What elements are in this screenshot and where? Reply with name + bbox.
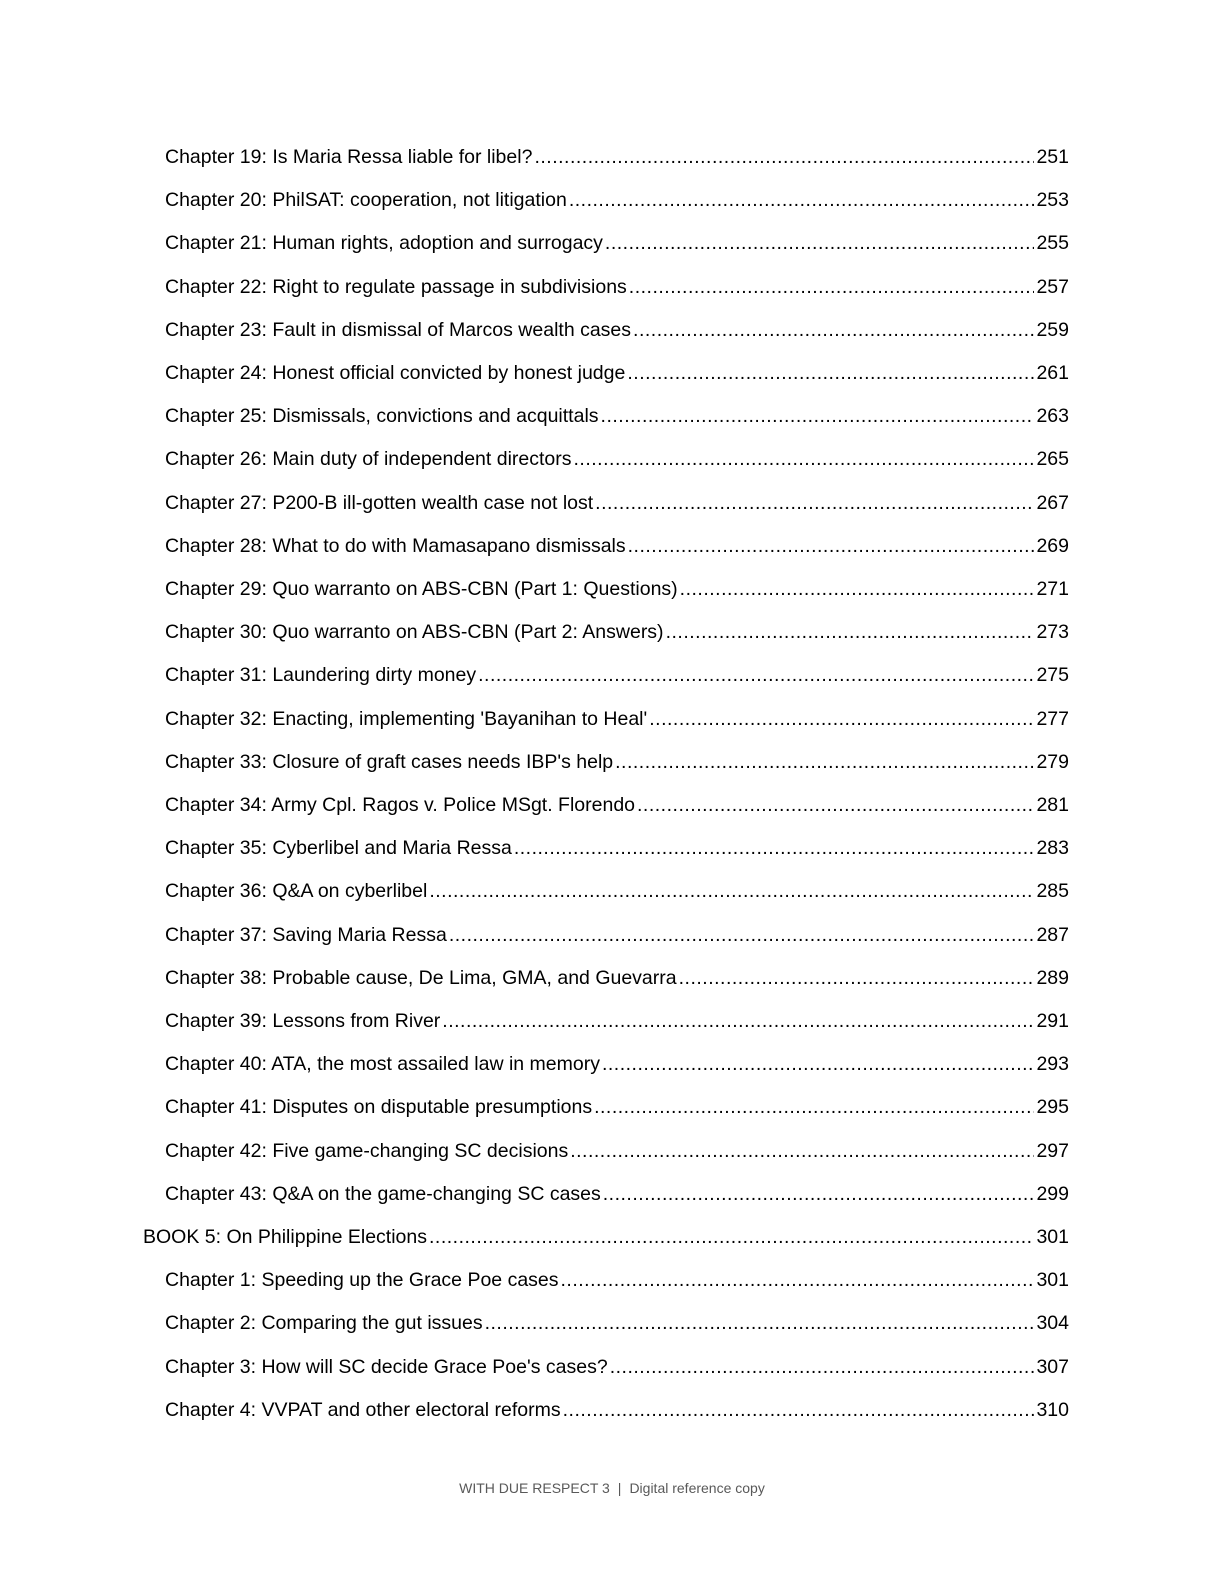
toc-entry-page-number: 285 [1036,880,1069,903]
toc-entry-title: Chapter 35: Cyberlibel and Maria Ressa [165,837,512,860]
toc-entry-title: Chapter 3: How will SC decide Grace Poe's cases? [165,1355,608,1378]
toc-entry-page-number: 267 [1036,491,1069,514]
toc-dot-leader [637,791,1034,819]
toc-entry-page-number: 301 [1036,1226,1069,1248]
toc-dot-leader [603,1180,1035,1208]
toc-chapter-entry[interactable] [165,1093,1069,1121]
toc-entry-title: Chapter 28: What to do with Mamasapano dismissals [165,534,626,557]
toc-dot-leader [563,1396,1035,1424]
toc-chapter-entry[interactable] [165,143,1069,171]
toc-entry-title: Chapter 40: ATA, the most assailed law in memory [165,1053,600,1076]
toc-dot-leader [666,618,1035,646]
footer-separator: | [617,1480,622,1496]
toc-entry-title: Chapter 32: Enacting, implementing 'Bayanihan to Heal' [165,707,648,730]
toc-dot-leader [442,1007,1034,1035]
toc-chapter-entry[interactable] [165,445,1069,473]
toc-entry-page-number: 253 [1036,189,1069,212]
toc-entry-title: Chapter 4: VVPAT and other electoral reforms [165,1398,561,1421]
toc-chapter-entry[interactable] [165,1396,1069,1424]
toc-entry-title: Chapter 42: Five game-changing SC decisions [165,1139,569,1162]
toc-chapter-entry[interactable] [165,1137,1069,1165]
toc-chapter-entry[interactable] [165,402,1069,430]
toc-entry-page-number: 301 [1036,1269,1069,1292]
toc-entry-title: Chapter 22: Right to regulate passage in subdivisions [165,275,627,298]
toc-entry-title: Chapter 30: Quo warranto on ABS-CBN (Part 2: Answers) [165,621,664,644]
toc-entry-page-number: 255 [1036,232,1069,255]
toc-chapter-entry[interactable] [165,964,1069,992]
toc-chapter-entry[interactable] [165,748,1069,776]
toc-entry-page-number: 304 [1036,1312,1069,1335]
toc-entry-page-number: 277 [1036,707,1069,730]
toc-entry-title: Chapter 19: Is Maria Ressa liable for libel? [165,146,533,168]
toc-entry-title: Chapter 33: Closure of graft cases needs IBP's help [165,750,614,773]
toc-chapter-entry[interactable] [165,705,1069,733]
toc-entry-title: Chapter 43: Q&A on the game-changing SC cases [165,1182,601,1205]
footer-book-title: WITH DUE RESPECT 3 [459,1480,610,1496]
toc-entry-page-number: 293 [1036,1053,1069,1076]
toc-chapter-entry[interactable] [165,877,1069,905]
toc-dot-leader [514,834,1035,862]
toc-entry-title: Chapter 38: Probable cause, De Lima, GMA, and Guevarra [165,966,677,989]
toc-chapter-entry[interactable] [165,791,1069,819]
toc-entry-title: Chapter 34: Army Cpl. Ragos v. Police MSgt. Florendo [165,794,636,816]
toc-dot-leader [680,575,1035,603]
toc-dot-leader [429,877,1034,905]
toc-entry-page-number: 273 [1036,621,1069,644]
toc-dot-leader [628,532,1035,560]
toc-entry-page-number: 299 [1036,1182,1069,1205]
toc-entry-page-number: 310 [1036,1398,1069,1421]
toc-dot-leader [449,921,1035,949]
toc-dot-leader [629,273,1035,301]
toc-entry-title: Chapter 26: Main duty of independent directors [165,448,572,471]
toc-chapter-entry[interactable] [165,618,1069,646]
toc-dot-leader [649,705,1034,733]
toc-entry-title: Chapter 27: P200-B ill-gotten wealth case not lost [165,491,594,514]
toc-book-entry[interactable] [143,1223,1069,1251]
toc-entry-page-number: 265 [1036,448,1069,471]
toc-chapter-entry[interactable] [165,186,1069,214]
toc-dot-leader [627,359,1034,387]
toc-dot-leader [595,489,1034,517]
toc-dot-leader [569,186,1035,214]
toc-entry-page-number: 259 [1036,318,1069,341]
toc-dot-leader [633,316,1034,344]
toc-entry-title: Chapter 2: Comparing the gut issues [165,1312,483,1335]
footer-note: Digital reference copy [629,1480,765,1496]
toc-entry-page-number: 291 [1036,1010,1069,1032]
toc-entry-title: BOOK 5: On Philippine Elections [143,1226,427,1248]
toc-chapter-entry[interactable] [165,1309,1069,1337]
toc-entry-title: Chapter 21: Human rights, adoption and surrogacy [165,232,603,255]
toc-entry-title: Chapter 23: Fault in dismissal of Marcos wealth cases [165,318,632,341]
toc-chapter-entry[interactable] [165,1180,1069,1208]
toc-entry-page-number: 295 [1036,1096,1069,1119]
toc-entry-title: Chapter 20: PhilSAT: cooperation, not litigation [165,189,567,212]
toc-entry-title: Chapter 29: Quo warranto on ABS-CBN (Part 1: Questions) [165,578,678,600]
toc-entry-title: Chapter 41: Disputes on disputable presumptions [165,1096,593,1119]
toc-dot-leader [605,229,1035,257]
toc-entry-page-number: 271 [1036,578,1069,600]
toc-entry-page-number: 275 [1036,664,1069,687]
toc-chapter-entry[interactable] [165,834,1069,862]
toc-entry-title: Chapter 37: Saving Maria Ressa [165,923,447,946]
toc-entry-page-number: 279 [1036,750,1069,773]
toc-chapter-entry[interactable] [165,316,1069,344]
toc-entry-page-number: 307 [1036,1355,1069,1378]
toc-chapter-entry[interactable] [165,1266,1069,1294]
toc-chapter-entry[interactable] [165,489,1069,517]
toc-dot-leader [485,1309,1035,1337]
toc-entry-title: Chapter 36: Q&A on cyberlibel [165,880,428,903]
toc-chapter-entry[interactable] [165,1050,1069,1078]
toc-chapter-entry[interactable] [165,1353,1069,1381]
toc-entry-page-number: 251 [1036,146,1069,168]
toc-dot-leader [679,964,1035,992]
toc-entry-title: Chapter 25: Dismissals, convictions and acquittals [165,405,599,428]
toc-entry-page-number: 289 [1036,966,1069,989]
toc-dot-leader [601,402,1035,430]
toc-entry-title: Chapter 31: Laundering dirty money [165,664,477,687]
toc-entry-page-number: 269 [1036,534,1069,557]
toc-chapter-entry[interactable] [165,359,1069,387]
toc-entry-title: Chapter 24: Honest official convicted by honest judge [165,362,626,384]
toc-entry-page-number: 263 [1036,405,1069,428]
toc-chapter-entry[interactable] [165,661,1069,689]
toc-entry-title: Chapter 39: Lessons from River [165,1010,441,1032]
toc-entry-page-number: 281 [1036,794,1069,816]
toc-entry-page-number: 297 [1036,1139,1069,1162]
toc-dot-leader [574,445,1035,473]
toc-dot-leader [610,1353,1035,1381]
toc-entry-title: Chapter 1: Speeding up the Grace Poe cases [165,1269,559,1292]
toc-dot-leader [615,748,1034,776]
toc-dot-leader [429,1223,1034,1251]
toc-dot-leader [534,143,1034,171]
toc-dot-leader [570,1137,1034,1165]
toc-chapter-entry[interactable] [165,229,1069,257]
toc-entry-page-number: 257 [1036,275,1069,298]
toc-chapter-entry[interactable] [165,1007,1069,1035]
toc-entry-page-number: 261 [1036,362,1069,384]
toc-dot-leader [602,1050,1034,1078]
toc-chapter-entry[interactable] [165,575,1069,603]
toc-chapter-entry[interactable] [165,921,1069,949]
toc-dot-leader [478,661,1034,689]
page-footer [0,1478,1224,1498]
toc-dot-leader [561,1266,1035,1294]
toc-entry-page-number: 287 [1036,923,1069,946]
toc-entry-page-number: 283 [1036,837,1069,860]
toc-chapter-entry[interactable] [165,273,1069,301]
toc-dot-leader [594,1093,1034,1121]
toc-chapter-entry[interactable] [165,532,1069,560]
